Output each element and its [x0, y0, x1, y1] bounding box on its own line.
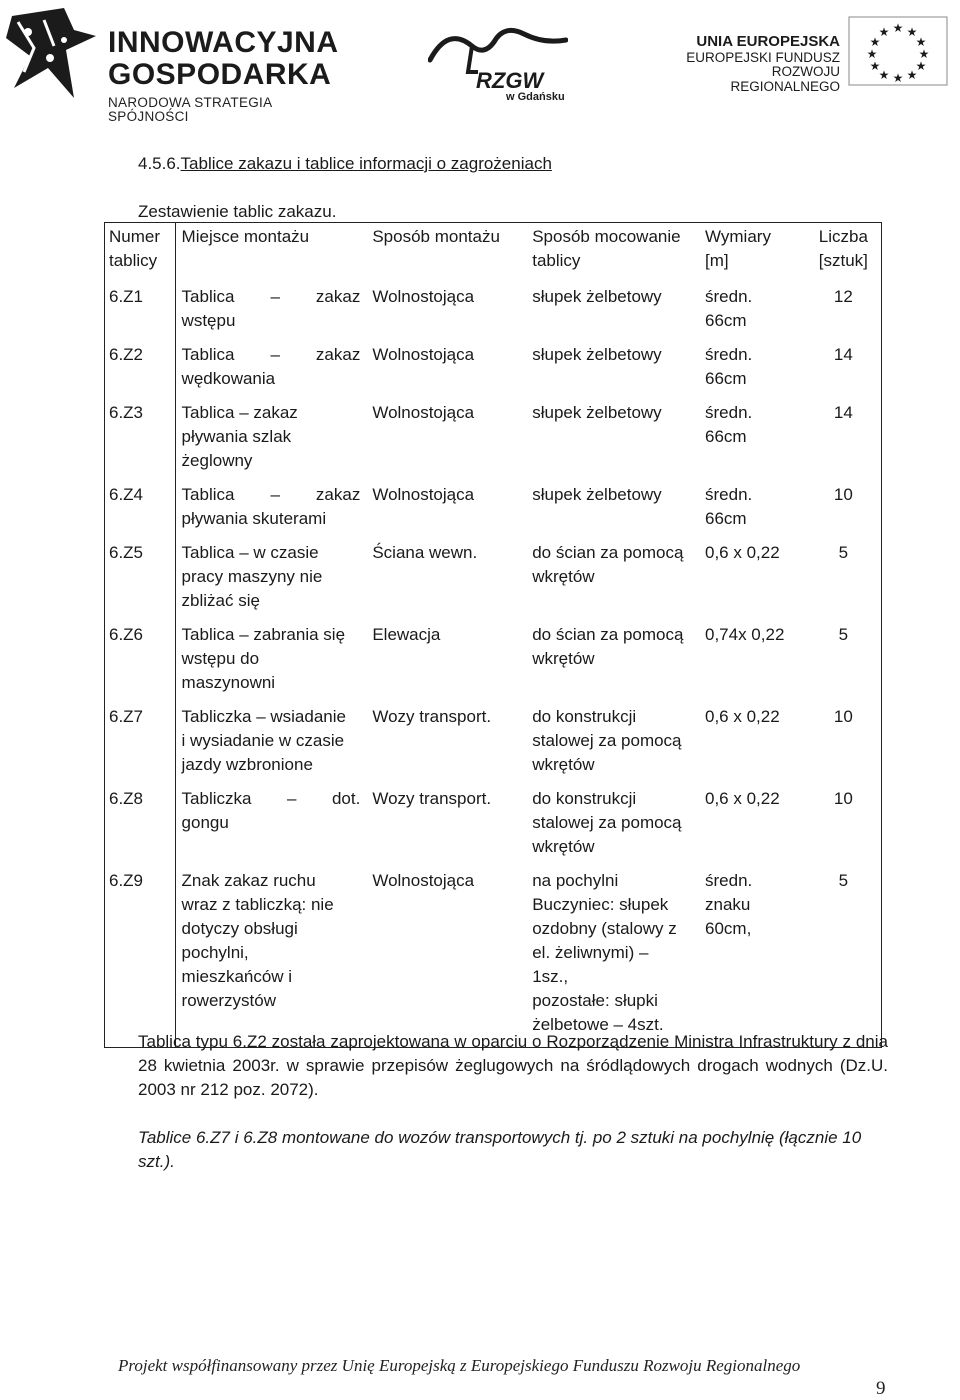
- table-row: [105, 343, 882, 401]
- dimensions: średn. 66cm: [705, 287, 753, 330]
- fixing-method: na pochylni Buczyniec: słupek ozdobny (stalowy z el. żeliwnymi) – 1sz., pozostałe: słupki żelbetowe – 4szt.: [528, 869, 699, 1048]
- ue-line1: UNIA EUROPEJSKA: [696, 33, 840, 50]
- count: 10: [806, 705, 882, 787]
- mount-method: Wolnostojąca: [372, 345, 475, 364]
- sign-number: 6.Z5: [105, 541, 176, 623]
- fixing-method: słupek żelbetowy: [532, 403, 662, 422]
- mount-place: Tablica – w czasie pracy maszyny nie zbliżać się: [181, 543, 323, 610]
- fixing-method: do ścian za pomocą wkrętów: [532, 543, 684, 586]
- mount-method: Ściana wewn.: [372, 543, 478, 562]
- sign-number: 6.Z4: [105, 483, 176, 541]
- mount-method: Wolnostojąca: [372, 403, 475, 422]
- ue-text-logo: [668, 34, 840, 95]
- note-transport: Tablice 6.Z7 i 6.Z8 montowane do wozów transportowych tj. po 2 sztuki na pochylnię (łącznie 10 szt.).: [138, 1128, 862, 1171]
- header-fixing: Sposób mocowanie tablicy: [528, 223, 699, 282]
- table-row: [105, 541, 882, 623]
- table-row: [105, 281, 882, 343]
- fixing-method: do ścian za pomocą wkrętów: [532, 625, 684, 668]
- svg-text:★: ★: [906, 25, 918, 39]
- section-title: [138, 154, 552, 174]
- header-place: Miejsce montażu: [175, 223, 364, 282]
- mount-method: Elewacja: [372, 625, 441, 644]
- table-row: [105, 787, 882, 869]
- fixing-method: słupek żelbetowy: [532, 485, 662, 504]
- fixing-method: słupek żelbetowy: [532, 345, 662, 364]
- table-row: [105, 483, 882, 541]
- table-row: [105, 623, 882, 705]
- footer-text: Projekt współfinansowany przez Unię Europejską z Europejskiego Funduszu Rozwoju Regionalnego: [118, 1356, 801, 1375]
- count: 14: [806, 401, 882, 483]
- mount-method: Wolnostojąca: [372, 485, 475, 504]
- ig-line2: GOSPODARKA: [108, 58, 332, 91]
- ig-star-icon: [4, 2, 102, 102]
- sign-number: 6.Z3: [105, 401, 176, 483]
- ue-line3: ROZWOJU REGIONALNEGO: [730, 64, 840, 95]
- svg-text:★: ★: [915, 59, 927, 73]
- mount-method: Wozy transport.: [372, 707, 492, 726]
- header-mount: Sposób montażu: [364, 223, 528, 282]
- mount-place: Tablica – zakaz pływania szlak żeglowny: [181, 403, 298, 470]
- ig-line3: NARODOWA STRATEGIA SPÓJNOŚCI: [108, 95, 272, 124]
- rzgw-sub: w Gdańsku: [506, 91, 565, 103]
- rzgw-name: RZGW: [476, 68, 544, 93]
- svg-text:★: ★: [892, 71, 904, 85]
- dimensions: średn. 66cm: [705, 403, 753, 446]
- mount-place: Znak zakaz ruchu wraz z tabliczką: nie dotyczy obsługi pochylni, mieszkańców i rowerzystów: [175, 869, 364, 1048]
- table-caption: Zestawienie tablic zakazu.: [138, 202, 337, 221]
- fixing-method: do konstrukcji stalowej za pomocą wkrętów: [532, 707, 682, 774]
- table-row: [105, 705, 882, 787]
- dimensions: 0,6 x 0,22: [705, 789, 780, 808]
- eu-flag-icon: [848, 16, 948, 86]
- dimensions: średn. znaku 60cm,: [699, 869, 806, 1048]
- sign-number: 6.Z2: [105, 343, 176, 401]
- count: 5: [806, 541, 882, 623]
- section-title-link[interactable]: Tablice zakazu i tablice informacji o zagrożeniach: [180, 154, 552, 173]
- table-row: [105, 401, 882, 483]
- header-number: Numer tablicy: [105, 223, 176, 282]
- innowacyjna-gospodarka-logo: [4, 2, 349, 124]
- ig-line1: INNOWACYJNA: [108, 26, 339, 59]
- count: 10: [806, 483, 882, 541]
- table-header-row: [105, 223, 882, 282]
- mount-place: Tabliczka – dot. gongu: [181, 789, 361, 832]
- section-number: 4.5.6.: [138, 154, 181, 173]
- page-number: 9: [876, 1378, 886, 1399]
- svg-text:★: ★: [918, 47, 930, 61]
- header-dimensions: Wymiary [m]: [699, 223, 806, 282]
- mount-place: Tabliczka – wsiadanie i wysiadanie w czasie jazdy wzbronione: [181, 707, 346, 774]
- dimensions: średn. 66cm: [705, 345, 753, 388]
- mount-method: Wolnostojąca: [372, 287, 475, 306]
- svg-text:★: ★: [915, 35, 927, 49]
- dimensions: 0,74x 0,22: [705, 625, 785, 644]
- mount-place: Tablica – zakaz wstępu: [181, 287, 361, 330]
- header-count: Liczba [sztuk]: [806, 223, 882, 282]
- count: 10: [806, 787, 882, 869]
- sign-number: 6.Z9: [105, 869, 176, 1048]
- svg-text:★: ★: [866, 47, 878, 61]
- mount-place: Tablica – zabrania się wstępu do maszynowni: [181, 625, 346, 692]
- mount-place: Tablica – zakaz wędkowania: [181, 345, 361, 388]
- dimensions: 0,6 x 0,22: [705, 543, 780, 562]
- mount-method: Wozy transport.: [372, 789, 492, 808]
- rzgw-logo: [428, 20, 568, 103]
- sign-number: 6.Z7: [105, 705, 176, 787]
- svg-text:★: ★: [869, 35, 881, 49]
- sign-number: 6.Z1: [105, 281, 176, 343]
- sign-number: 6.Z6: [105, 623, 176, 705]
- table-row: [105, 869, 882, 1048]
- count: 5: [806, 869, 882, 1048]
- svg-text:★: ★: [906, 68, 918, 82]
- svg-text:★: ★: [892, 21, 904, 35]
- mount-method: Wolnostojąca: [364, 869, 528, 1048]
- mount-place: Tablica – zakaz pływania skuterami: [181, 485, 361, 528]
- count: 12: [806, 281, 882, 343]
- ue-line2: EUROPEJSKI FUNDUSZ: [686, 49, 840, 65]
- fixing-method: słupek żelbetowy: [532, 287, 662, 306]
- signs-table: [104, 222, 882, 1048]
- dimensions: 0,6 x 0,22: [705, 707, 780, 726]
- sign-number: 6.Z8: [105, 787, 176, 869]
- fixing-method: do konstrukcji stalowej za pomocą wkrętów: [532, 789, 682, 856]
- svg-text:★: ★: [878, 68, 890, 82]
- count: 5: [806, 623, 882, 705]
- count: 14: [806, 343, 882, 401]
- dimensions: średn. 66cm: [705, 485, 753, 528]
- svg-text:★: ★: [869, 59, 881, 73]
- svg-text:★: ★: [878, 25, 890, 39]
- note-regulation: Tablica typu 6.Z2 została zaprojektowana w oparciu o Rozporządzenie Ministra Infrastruktury z dnia 28 kwietnia 2003r. w sprawie przepisów żeglugowych na śródlądowych drogach wodnych (Dz.U. 2003 nr 212 poz. 2072).: [138, 1032, 888, 1099]
